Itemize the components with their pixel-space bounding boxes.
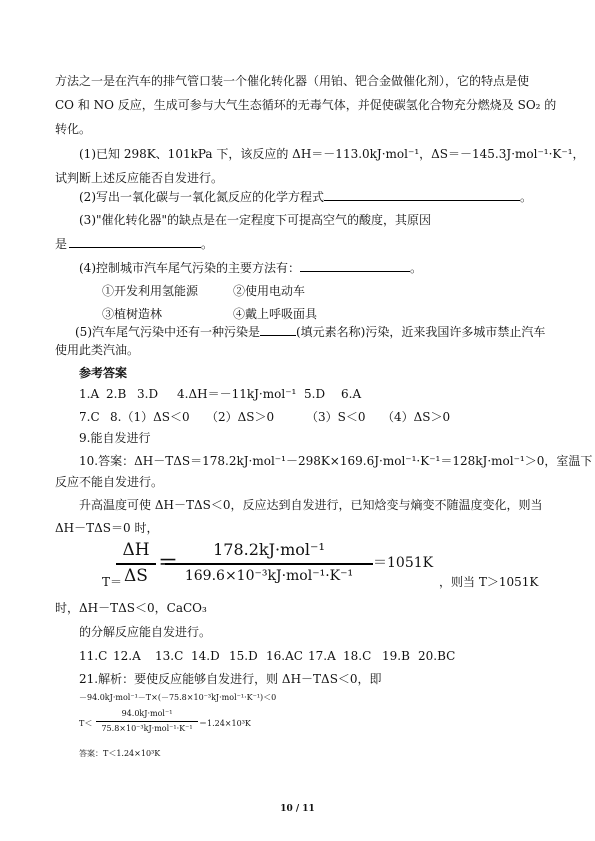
answer-15: 15.D bbox=[229, 649, 258, 663]
answer-10-line-2: 反应不能自发进行。 bbox=[55, 475, 164, 489]
intro-line-3: 转化。 bbox=[55, 122, 92, 136]
answer-21-line-2: －94.0kJ·mol⁻¹－T×(－75.8×10⁻³kJ·mol⁻¹·K⁻¹)＜0 bbox=[79, 693, 277, 702]
eq1-rhs-fraction bbox=[165, 538, 373, 588]
answer-8-1: 8.（1）ΔS＜0 bbox=[110, 410, 190, 424]
answer-21-final: 答案：T＜1.24×10³K bbox=[79, 749, 161, 758]
q5-text-b: (填元素名称)污染，近来我国许多城市禁止汽车 bbox=[296, 325, 546, 339]
q4-line bbox=[79, 259, 422, 276]
eq2-bar bbox=[96, 721, 198, 722]
answer-8-3: （3）S＜0 bbox=[306, 410, 366, 424]
q3-line-1: (3)"催化转化器"的缺点是在一定程度下可提高空气的酸度，其原因 bbox=[79, 213, 432, 227]
q5-line-2: 使用此类汽油。 bbox=[55, 343, 140, 357]
answer-8-2: （2）ΔS＞0 bbox=[206, 410, 275, 424]
answer-5: 5.D bbox=[304, 387, 326, 401]
answer-12: 12.A bbox=[113, 649, 141, 663]
eq1-lhs-denominator: ΔS bbox=[124, 566, 148, 586]
q2-text: (2)写出一氧化碳与一氧化氮反应的化学方程式 bbox=[79, 190, 324, 204]
answer-18: 18.C bbox=[343, 649, 372, 663]
answer-14: 14.D bbox=[191, 649, 220, 663]
q3-line-2 bbox=[55, 235, 213, 252]
q3-prefix: 是 bbox=[55, 237, 68, 251]
answer-10-line-1: 10.答案：ΔH－TΔS＝178.2kJ·mol⁻¹－298K×169.6J·mol⁻¹·K⁻¹＝128kJ·mol⁻¹＞0，室温下 bbox=[79, 454, 593, 468]
answer-4: 4.ΔH＝－11kJ·mol⁻¹ bbox=[177, 387, 297, 401]
intro-line-2: CO 和 NO 反应，生成可参与大气生态循环的无毒气体，并促使碳氢化合物充分燃烧及 SO₂ 的 bbox=[55, 98, 557, 112]
answer-13: 13.C bbox=[155, 649, 184, 663]
eq1-prefix: T＝ bbox=[102, 575, 123, 589]
q4-end: 。 bbox=[410, 261, 423, 275]
answer-2: 2.B bbox=[106, 387, 127, 401]
eq1-lhs-bar bbox=[116, 563, 156, 565]
q4-option-3: ③植树造林 bbox=[102, 307, 163, 321]
eq1-rhs-bar bbox=[165, 563, 373, 565]
eq2-fraction bbox=[96, 708, 198, 738]
eq1-result: ＝1051K bbox=[373, 555, 434, 571]
answer-6: 6.A bbox=[341, 387, 362, 401]
page-number: 10 / 11 bbox=[280, 804, 315, 814]
answer-9: 9.能自发进行 bbox=[79, 431, 151, 445]
eq1-lhs-fraction bbox=[116, 538, 156, 588]
eq2-prefix: T＜ bbox=[79, 719, 93, 728]
q4-answer-blank bbox=[300, 259, 410, 272]
answer-21-line-1: 21.解析：要使反应能够自发进行，则 ΔH－TΔS＜0，即 bbox=[79, 672, 382, 686]
q4-option-4: ④戴上呼吸面具 bbox=[233, 307, 318, 321]
answer-11: 11.C bbox=[79, 649, 108, 663]
answer-10-line-4: ΔH－TΔS＝0 时， bbox=[55, 521, 159, 535]
eq1-lhs-numerator: ΔH bbox=[122, 540, 150, 560]
q1-line-2: 试判断上述反应能否自发进行。 bbox=[55, 171, 224, 185]
answer-3: 3.D bbox=[137, 387, 159, 401]
answer-10-line-3: 升高温度可使 ΔH－TΔS＜0，反应达到自发进行，已知焓变与熵变不随温度变化，则当 bbox=[79, 498, 543, 512]
intro-line-1: 方法之一是在汽车的排气管口装一个催化转化器（用铂、钯合金做催化剂），它的特点是使 bbox=[55, 74, 530, 88]
q5-line-1 bbox=[75, 323, 545, 340]
answer-20: 20.BC bbox=[418, 649, 456, 663]
answer-10-line-6: 的分解反应能自发进行。 bbox=[79, 625, 212, 639]
q2-answer-blank bbox=[324, 188, 520, 201]
answer-7: 7.C bbox=[79, 410, 100, 424]
eq2-denominator: 75.8×10⁻³kJ·mol⁻¹·K⁻¹ bbox=[101, 724, 193, 733]
q2-end: 。 bbox=[520, 190, 533, 204]
q5-text-a: (5)汽车尾气污染中还有一种污染是 bbox=[75, 325, 260, 339]
q4-option-1: ①开发利用氢能源 bbox=[102, 284, 199, 298]
q4-text: (4)控制城市汽车尾气污染的主要方法有： bbox=[79, 261, 300, 275]
q2-line bbox=[79, 188, 532, 205]
answers-title: 参考答案 bbox=[79, 366, 128, 380]
eq1-rhs-denominator: 169.6×10⁻³kJ·mol⁻¹·K⁻¹ bbox=[184, 568, 354, 584]
eq2-result: ＝1.24×10³K bbox=[199, 719, 251, 728]
eq1-equals: ＝ bbox=[158, 550, 178, 574]
q5-answer-blank bbox=[260, 323, 296, 336]
q3-answer-blank bbox=[69, 235, 201, 248]
eq2-numerator: 94.0kJ·mol⁻¹ bbox=[121, 709, 173, 718]
q3-end: 。 bbox=[201, 237, 214, 251]
answer-8-4: （4）ΔS＞0 bbox=[382, 410, 451, 424]
eq1-tail: ，则当 T＞1051K bbox=[439, 575, 539, 589]
eq1-rhs-numerator: 178.2kJ·mol⁻¹ bbox=[213, 540, 325, 559]
q1-line-1: (1)已知 298K、101kPa 下，该反应的 ΔH＝－113.0kJ·mol⁻¹，ΔS＝－145.3J·mol⁻¹·K⁻¹， bbox=[79, 147, 585, 161]
q4-option-2: ②使用电动车 bbox=[233, 284, 306, 298]
answer-17: 17.A bbox=[308, 649, 336, 663]
answer-10-line-5: 时，ΔH－TΔS＜0，CaCO₃ bbox=[55, 601, 207, 615]
answer-19: 19.B bbox=[382, 649, 410, 663]
answer-1: 1.A bbox=[79, 387, 100, 401]
answer-16: 16.AC bbox=[266, 649, 303, 663]
